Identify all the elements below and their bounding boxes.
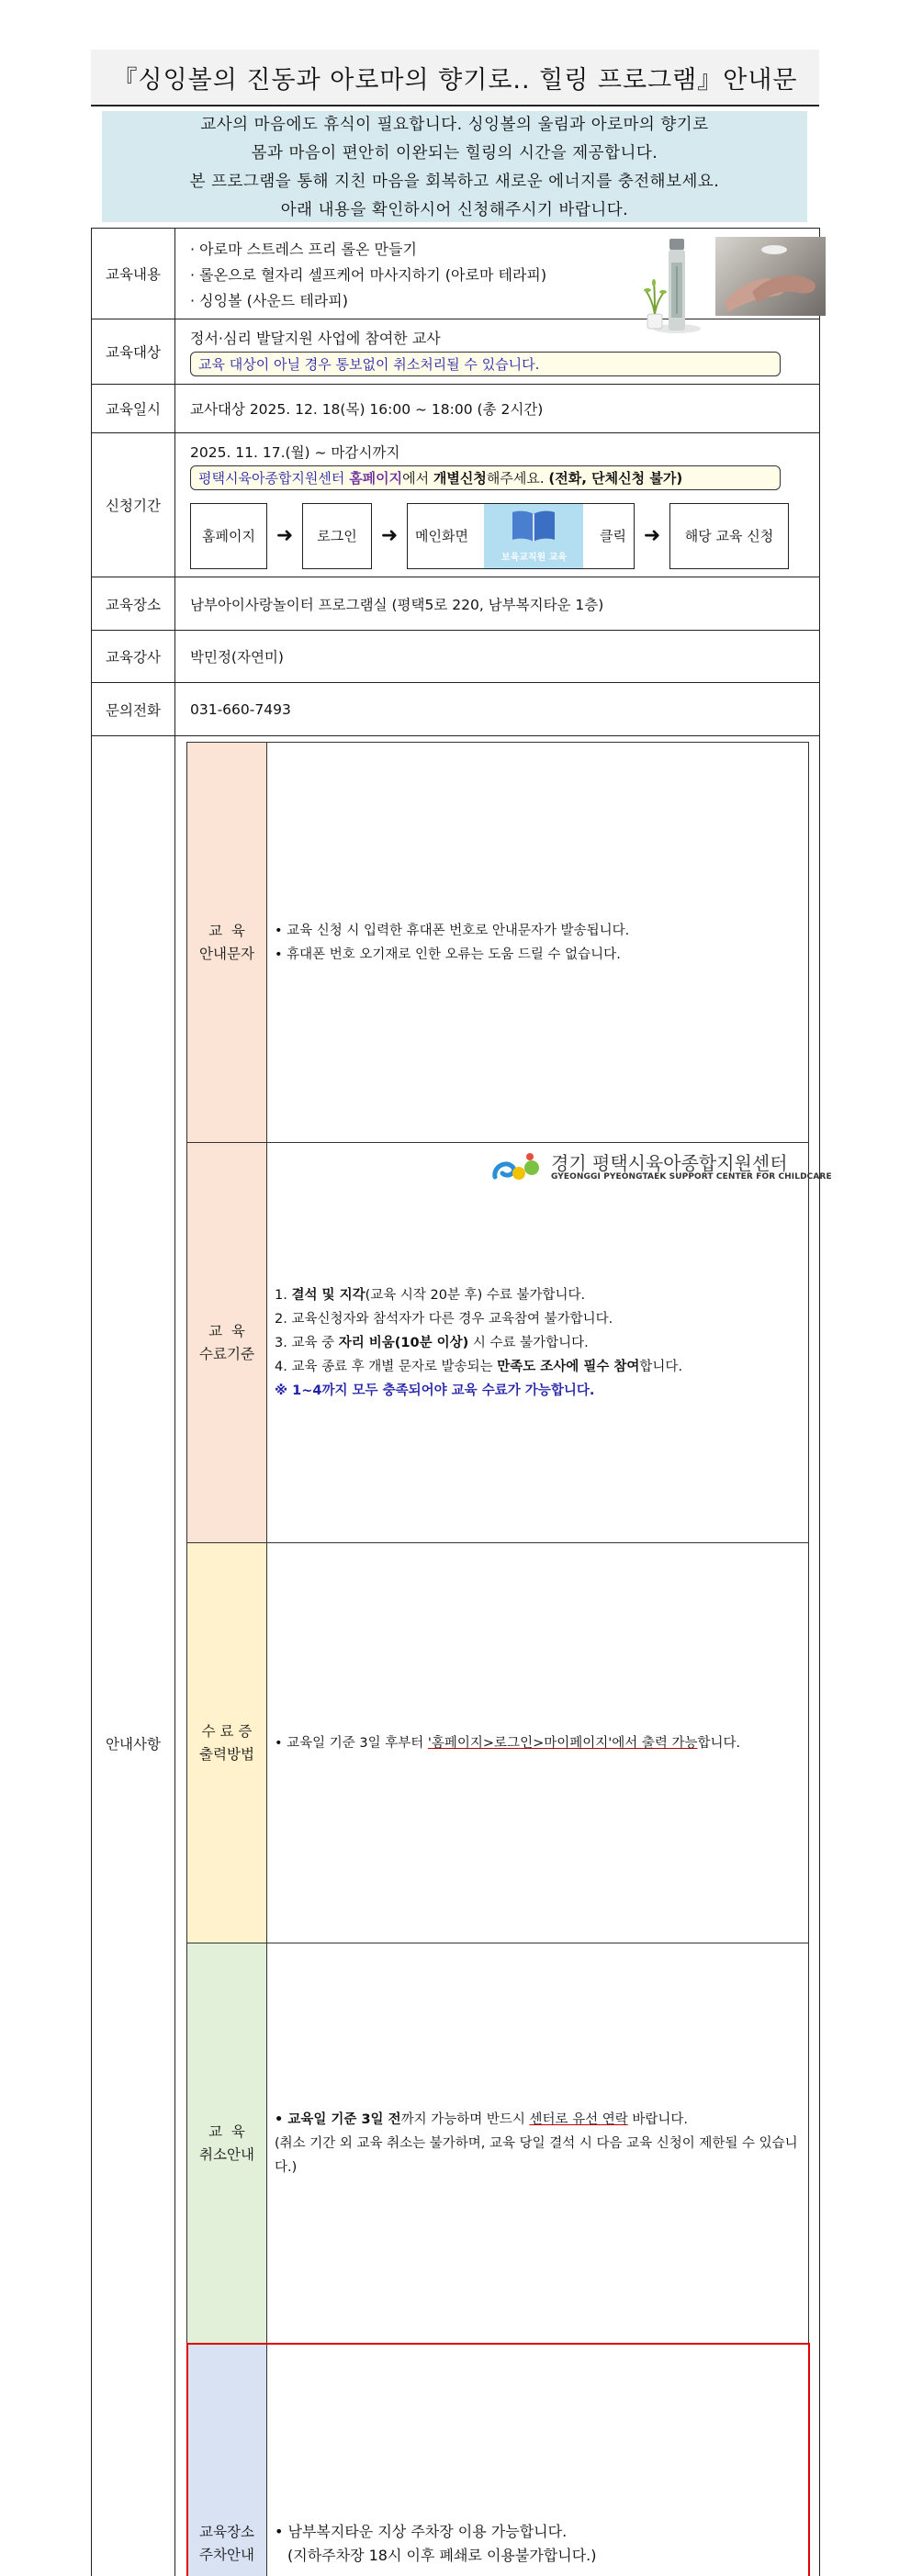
arrow-icon: ➜ [635,524,669,547]
label-target: 교육대상 [92,319,175,385]
arrow-icon: ➜ [372,524,407,547]
sms-line: • 교육 신청 시 입력한 휴대폰 번호로 안내문자가 발송됩니다. [275,919,801,943]
apply-note-home: 홈페이지 [349,470,402,487]
intro-line: 몸과 마음이 편안히 이완되는 힐링의 시간을 제공합니다. [102,140,807,168]
criteria-line-5: ※ 1~4까지 모두 충족되어야 교육 수료가 가능합니다. [275,1379,801,1403]
footer-org-name: 경기 평택시육아종합지원센터 [551,1148,788,1175]
label-edu-content: 교육내용 [92,229,175,319]
intro-box [102,111,807,222]
massage-photo [715,237,826,316]
step-homepage: 홈페이지 [190,503,267,569]
criteria-line-4: 4. 교육 종료 후 개별 문자로 발송되는 만족도 조사에 필수 참여합니다. [275,1355,801,1379]
open-book-icon [509,509,558,545]
criteria-line-3: 3. 교육 중 자리 비움(10분 이상) 시 수료 불가합니다. [275,1331,801,1355]
label-phone: 문의전화 [92,683,175,736]
parking-line-2: (지하주차장 18시 이후 폐쇄로 이용불가합니다.) [275,2544,801,2568]
label-apply: 신청기간 [92,433,175,577]
row-edu-content [92,229,820,319]
criteria-line-1: 1. 결석 및 지각(교육 시작 20분 후) 수료 불가합니다. [275,1283,801,1307]
cell-apply [175,433,820,577]
edu-item: · 롤온으로 혈자리 셀프케어 마사지하기 (아로마 테라피) [190,263,546,288]
notice-content-cancel [267,1943,809,2344]
cell-teacher: 박민정(자연미) [175,631,820,683]
cell-date: 교사대상 2025. 12. 18(목) 16:00 ~ 18:00 (총 2시간) [175,385,820,433]
step-click-label: 클릭 [600,526,626,545]
notice-content-parking [267,2344,809,2576]
notice-label-criteria: 교 육 수료기준 [187,1143,267,1543]
notice-content-cert: • 교육일 기준 3일 후부터 '홈페이지>로그인>마이페이지'에서 출력 가능합니다. [267,1543,809,1943]
apply-note-end: 해주세요. [487,470,545,487]
apply-note-paren: (전화, 단체신청 불가) [548,470,682,487]
document-title-box [91,50,819,106]
intro-line: 아래 내용을 확인하시어 신청해주시기 바랍니다. [102,196,807,225]
notice-label-parking: 교육장소 주차안내 [187,2344,267,2576]
notice-row-sms [187,743,809,1143]
cancel-line: • 교육일 기준 3일 전까지 가능하며 반드시 센터로 유선 연락 바랍니다. [275,2108,801,2132]
cell-place: 남부아이사랑놀이터 프로그램실 (평택5로 220, 남부복지타운 1층) [175,577,820,631]
label-teacher: 교육강사 [92,631,175,683]
aroma-bottle-image [644,235,723,340]
label-notice: 안내사항 [92,736,175,2576]
notice-row-parking [187,2344,809,2576]
document-title: 『싱잉볼의 진동과 아로마의 향기로.. 힐링 프로그램』안내문 [113,60,798,95]
notice-label-cert: 수 료 증 출력방법 [187,1543,267,1943]
apply-note-center: 평택시육아종합지원센터 [198,470,344,487]
parking-line-1: • 남부복지타운 지상 주차장 이용 가능합니다. [275,2520,801,2544]
notice-row-cert [187,1543,809,1943]
notice-row-criteria [187,1143,809,1543]
row-place [92,577,820,631]
row-notice [92,736,820,2576]
cell-phone: 031-660-7493 [175,683,820,736]
cancel-paren: (취소 기간 외 교육 취소는 불가하며, 교육 당일 결석 시 다음 교육 신청이 제한될 수 있습니다.) [275,2132,801,2179]
row-apply [92,433,820,577]
cell-target [175,319,820,385]
apply-flow [190,503,818,569]
notice-table [186,742,809,2576]
sms-line: • 휴대폰 번호 오기재로 인한 오류는 도움 드릴 수 없습니다. [275,943,801,967]
notice-content-sms [267,743,809,1143]
cell-notice [175,736,820,2576]
criteria-line-2: 2. 교육신청자와 참석자가 다른 경우 교육참여 불가합니다. [275,1307,801,1331]
label-place: 교육장소 [92,577,175,631]
book-banner-label: 보육교직원 교육 [501,549,567,563]
footer-org-name-en: GYEONGGI PYEONGTAEK SUPPORT CENTER FOR CHILDCARE [551,1172,832,1182]
apply-note-mid: 에서 [402,470,429,487]
edu-item: · 싱잉볼 (사운드 테라피) [190,288,546,314]
intro-line: 본 프로그램을 통해 지친 마음을 회복하고 새로운 에너지를 충전해보세요. [102,168,807,196]
row-phone [92,683,820,736]
apply-note [190,465,781,490]
apply-note-self: 개별신청 [433,470,487,487]
label-date: 교육일시 [92,385,175,433]
notice-content-criteria [267,1143,809,1543]
target-text: 정서·심리 발달지원 사업에 참여한 교사 [190,327,818,348]
apply-period: 2025. 11. 17.(월) ~ 마감시까지 [190,442,818,462]
info-table [91,228,820,2576]
row-date [92,385,820,433]
step-main-click [407,503,635,569]
center-logo [491,1149,543,1186]
edu-item: · 아로마 스트레스 프리 롤온 만들기 [190,237,546,263]
intro-line: 교사의 마음에도 휴식이 필요합니다. 싱잉볼의 울림과 아로마의 향기로 [102,111,807,140]
cell-edu-content [175,229,820,319]
notice-row-cancel [187,1943,809,2344]
notice-label-sms: 교 육 안내문자 [187,743,267,1143]
row-teacher [92,631,820,683]
step-main-label: 메인화면 [415,526,468,545]
book-banner [484,504,583,568]
step-login: 로그인 [302,503,372,569]
arrow-icon: ➜ [267,524,302,547]
notice-label-cancel: 교 육 취소안내 [187,1943,267,2344]
step-apply: 해당 교육 신청 [669,503,789,569]
target-warning: 교육 대상이 아닐 경우 통보없이 취소처리될 수 있습니다. [190,352,781,376]
